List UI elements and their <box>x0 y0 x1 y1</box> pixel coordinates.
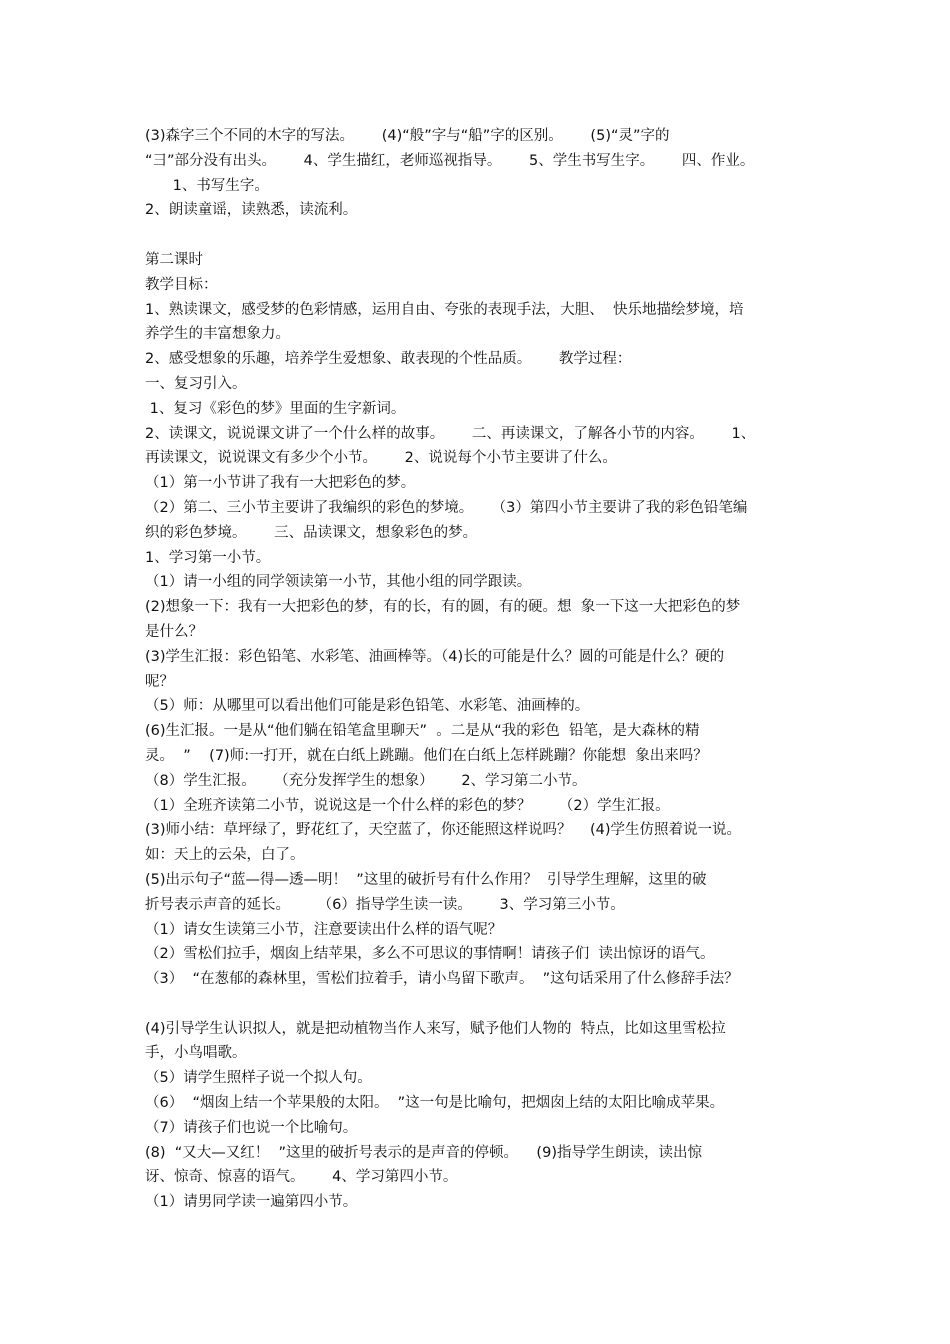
text-line: 折号表示声音的延长。 （6）指导学生读一读。 3、学习第三小节。 <box>145 896 625 913</box>
text-line: （7）请孩子们也说一个比喻句。 <box>145 1119 358 1136</box>
text-line: 养学生的丰富想象力。 <box>145 326 290 343</box>
text-line: (5)出示句子“蓝—得—透—明！ ”这里的破折号有什么作用？ 引导学生理解，这里的破 <box>145 871 707 888</box>
blank-line <box>145 223 815 248</box>
text-line: 是什么？ <box>145 623 203 640</box>
text-line: 一、复习引入。 <box>145 375 247 392</box>
text-line: (3)师小结：草坪绿了，野花红了，天空蓝了，你还能照这样说吗？ (4)学生仿照着说一说。 <box>145 822 742 839</box>
blank-line <box>145 992 815 1017</box>
text-line: 2、感受想象的乐趣，培养学生爱想象、敢表现的个性品质。 教学过程： <box>145 351 632 368</box>
document-body <box>145 124 815 1215</box>
text-line: 讶、惊奇、惊喜的语气。 4、学习第四小节。 <box>145 1169 458 1186</box>
text-line: （6） “烟囱上结一个苹果般的太阳。 ”这一句是比喻句，把烟囱上结的太阳比喻成苹果。 <box>145 1095 725 1112</box>
text-line: 1、学习第一小节。 <box>145 549 271 566</box>
text-line: （5）师：从哪里可以看出他们可能是彩色铅笔、水彩笔、油画棒的。 <box>145 698 590 715</box>
text-line: （2）雪松们拉手，烟囱上结苹果，多么不可思议的事情啊！请孩子们 读出惊讶的语气。 <box>145 946 715 963</box>
text-line: （1）请一小组的同学领读第一小节，其他小组的同学跟读。 <box>145 574 532 591</box>
text-line: 1、书写生字。 <box>145 177 269 194</box>
text-line: 如：天上的云朵，白了。 <box>145 847 305 864</box>
text-line: （1）第一小节讲了我有一大把彩色的梦。 <box>145 475 416 492</box>
text-line: 1、熟读课文，感受梦的色彩情感，运用自由、夸张的表现手法，大胆、 快乐地描绘梦境，培 <box>145 301 744 318</box>
text-line: 再读课文，说说课文有多少个小节。 2、说说每个小节主要讲了什么。 <box>145 450 617 467</box>
text-line: (3)森字三个不同的木字的写法。 (4)“般”字与“船”字的区别。 (5)“灵”字的 <box>145 128 670 144</box>
text-line: （1）请男同学读一遍第四小节。 <box>145 1194 358 1211</box>
text-line: (2)想象一下：我有一大把彩色的梦，有的长，有的圆，有的硬。想 象一下这一大把彩色的梦 <box>145 599 741 616</box>
text-line: 2、朗读童谣，读熟悉，读流利。 <box>145 202 358 219</box>
text-line: 1、复习《彩色的梦》里面的生字新词。 <box>145 400 406 417</box>
text-line: 织的彩色梦境。 三、品读课文，想象彩色的梦。 <box>145 524 478 541</box>
text-line: (4)引导学生认识拟人，就是把动植物当作人来写，赋予他们人物的 特点，比如这里雪松拉 <box>145 1020 726 1037</box>
text-line: 2、读课文，说说课文讲了一个什么样的故事。 二、再读课文，了解各小节的内容。 1、 <box>145 425 756 442</box>
text-line: （2）第二、三小节主要讲了我编织的彩色的梦境。 （3）第四小节主要讲了我的彩色铅笔编 <box>145 499 748 516</box>
text-line: （5）请学生照样子说一个拟人句。 <box>145 1070 372 1087</box>
text-line: (3)学生汇报：彩色铅笔、水彩笔、油画棒等。（4)长的可能是什么？圆的可能是什么？硬的 <box>145 648 725 665</box>
text-line: 手，小鸟唱歌。 <box>145 1045 247 1062</box>
text-line: (6)生汇报。一是从“他们躺在铅笔盒里聊天” 。二是从“我的彩色 铅笔，是大森林的精 <box>145 723 700 740</box>
text-line: （3） “在葱郁的森林里，雪松们拉着手，请小鸟留下歌声。 ”这句话采用了什么修辞手法？ <box>145 971 739 988</box>
text-line: “彐”部分没有出头。 4、学生描红，老师巡视指导。 5、学生书写生字。 四、作业。 <box>145 152 755 169</box>
text-line: （8）学生汇报。 （充分发挥学生的想象） 2、学习第二小节。 <box>145 772 587 789</box>
text-line: (8) “又大—又红！ ”这里的破折号表示的是声音的停顿。 (9)指导学生朗读，读出惊 <box>145 1144 702 1161</box>
text-line: 教学目标： <box>145 276 218 293</box>
text-line: （1）全班齐读第二小节，说说这是一个什么样的彩色的梦？ （2）学生汇报。 <box>145 797 670 814</box>
text-line: （1）请女生读第三小节，注意要读出什么样的语气呢？ <box>145 921 503 938</box>
text-line: 第二课时 <box>145 251 203 268</box>
text-line: 灵。 ” (7)师:一打开，就在白纸上跳蹦。他们在白纸上怎样跳蹦？你能想 象出来吗？ <box>145 747 708 764</box>
text-line: 呢？ <box>145 673 174 690</box>
